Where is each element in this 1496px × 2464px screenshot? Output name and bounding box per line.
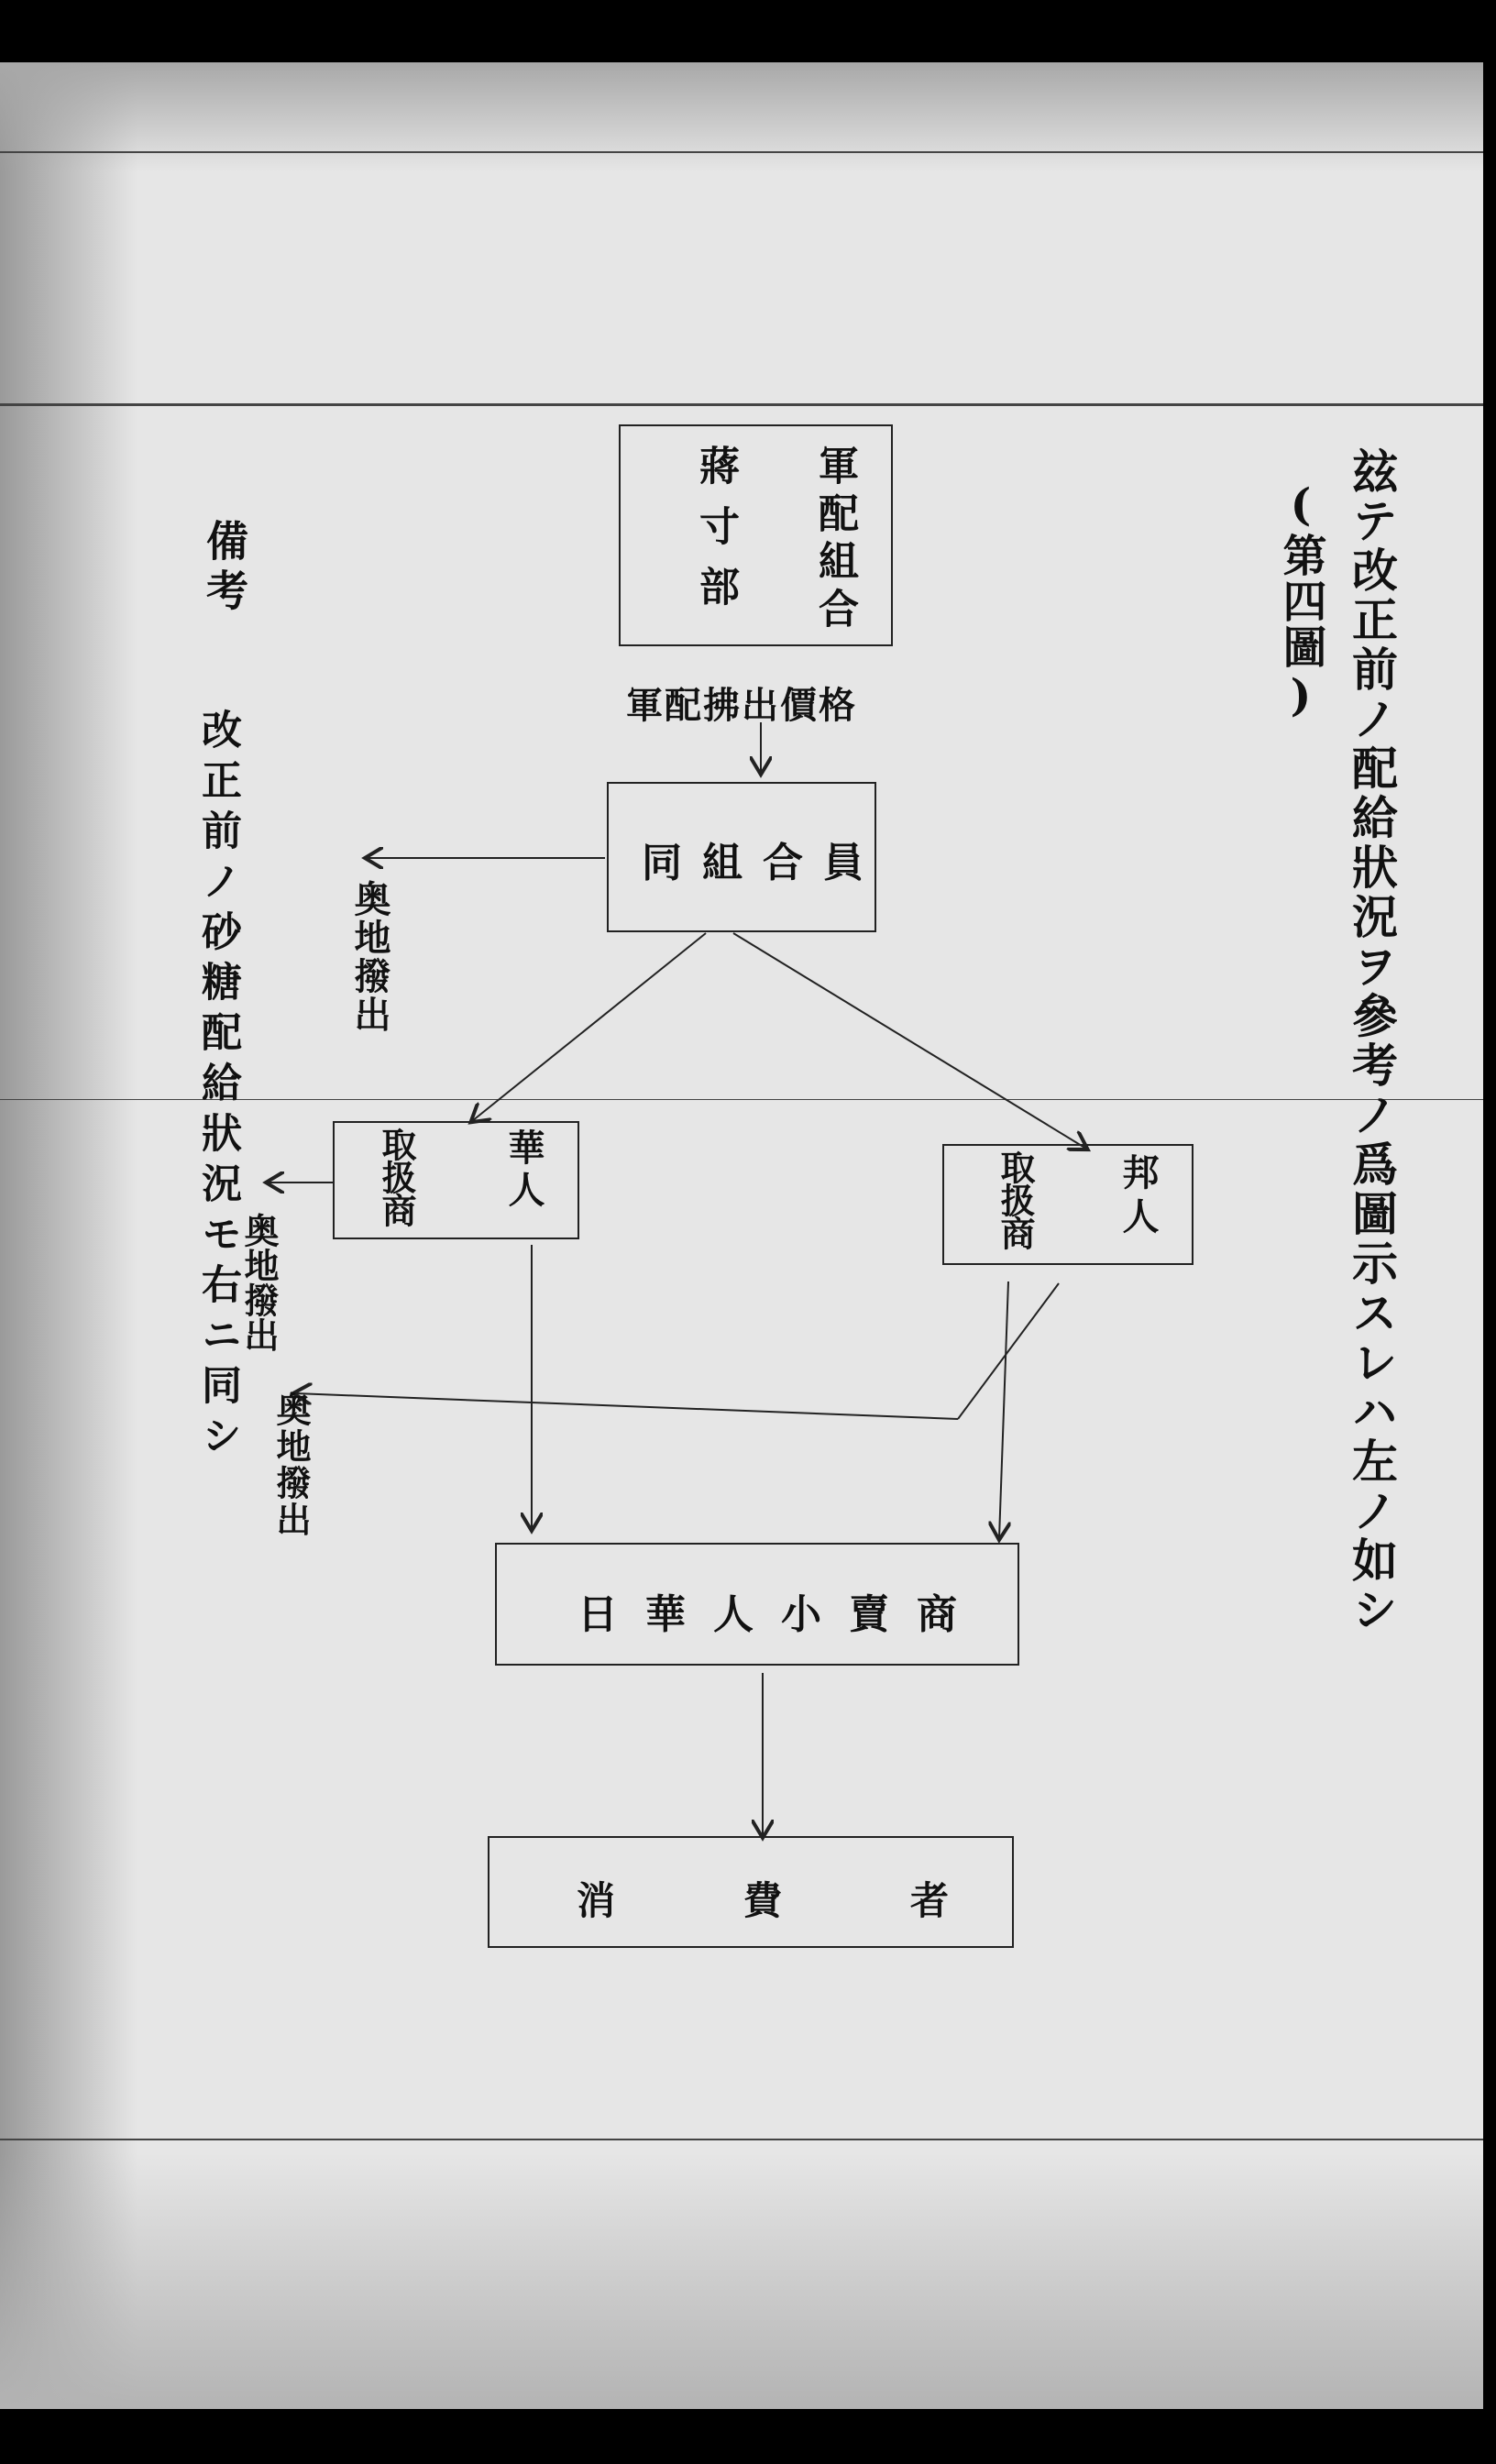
remarks-heading: 備考 <box>200 519 249 618</box>
union-members-label: 同組合員 <box>642 840 884 886</box>
union-interior-label: 奥地撥出 <box>348 880 391 1034</box>
arrow-union-to-japanese <box>733 933 1086 1149</box>
retailer-label: 日華人小賣商 <box>578 1591 984 1638</box>
japanese-dealer-line2: 取扱商 <box>995 1150 1036 1248</box>
military-union-line1: 軍配組合 <box>811 445 858 635</box>
chinese-dealer-box <box>333 1121 579 1239</box>
consumer-label: 消費者 <box>577 1878 1078 1923</box>
japanese-interior-label: 奥地撥出 <box>270 1392 312 1538</box>
consumer-box <box>488 1836 1078 1948</box>
chinese-dealer-line2: 取扱商 <box>376 1127 417 1226</box>
retailer-box <box>495 1543 1019 1666</box>
document-page <box>0 62 1483 2409</box>
figure-number: (第四圖) <box>1275 479 1326 723</box>
military-union-box <box>619 424 893 646</box>
union-members-box <box>607 782 884 932</box>
arrow-japanese-to-retailer <box>999 1282 1008 1538</box>
chinese-dealer-line1: 華人 <box>502 1128 545 1213</box>
arrow-union-to-chinese <box>472 933 706 1121</box>
military-union-line2: 蔣寸部 <box>692 445 739 626</box>
arrow-japanese-to-interior <box>295 1393 958 1419</box>
caption-text: 玆テ改正前ノ配給狀況ヲ參考ノ爲圖示スレハ左ノ如シ <box>1345 447 1399 1635</box>
japanese-dealer-box <box>942 1144 1194 1265</box>
diagram-connectors <box>0 62 1483 2409</box>
top-arrow-label: 軍配拂出價格 <box>626 684 857 727</box>
japanese-dealer-line1: 邦人 <box>1116 1153 1160 1241</box>
remarks-text: 改正前ノ砂糖配給狀況モ右ニ同シ <box>194 709 241 1465</box>
chinese-interior-label: 奥地撥出 <box>238 1213 280 1352</box>
